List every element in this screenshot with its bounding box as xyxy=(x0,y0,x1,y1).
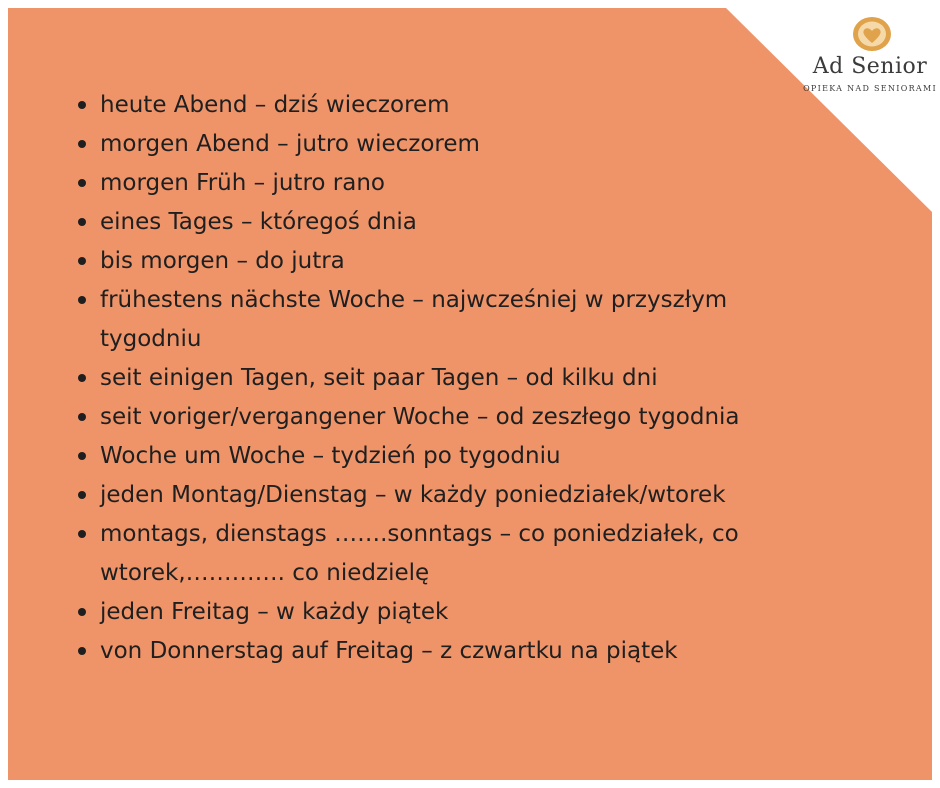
phrase-item: Woche um Woche – tydzień po tygodniu xyxy=(78,437,813,476)
phrase-item: frühestens nächste Woche – najwcześniej w przyszłym tygodniu xyxy=(78,281,813,359)
phrase-item: seit voriger/vergangener Woche – od zeszłego tygodnia xyxy=(78,398,813,437)
phrase-item: bis morgen – do jutra xyxy=(78,242,813,281)
phrase-item: eines Tages – któregoś dnia xyxy=(78,203,813,242)
phrase-list xyxy=(78,86,813,671)
phrase-item: seit einigen Tagen, seit paar Tagen – od kilku dni xyxy=(78,359,813,398)
phrase-item: morgen Abend – jutro wieczorem xyxy=(78,125,813,164)
heart-emblem-icon xyxy=(850,14,894,54)
brand-tagline: OPIEKA NAD SENIORAMI xyxy=(803,84,937,93)
phrase-item: montags, dienstags …….sonntags – co poniedziałek, co wtorek,…………. co niedzielę xyxy=(78,515,813,593)
brand-name: Ad Senior xyxy=(812,54,928,79)
phrase-item: jeden Montag/Dienstag – w każdy poniedziałek/wtorek xyxy=(78,476,813,515)
ad-senior-logo xyxy=(802,12,938,102)
phrase-item: von Donnerstag auf Freitag – z czwartku na piątek xyxy=(78,632,813,671)
phrase-item: jeden Freitag – w każdy piątek xyxy=(78,593,813,632)
phrase-item: heute Abend – dziś wieczorem xyxy=(78,86,813,125)
phrase-item: morgen Früh – jutro rano xyxy=(78,164,813,203)
